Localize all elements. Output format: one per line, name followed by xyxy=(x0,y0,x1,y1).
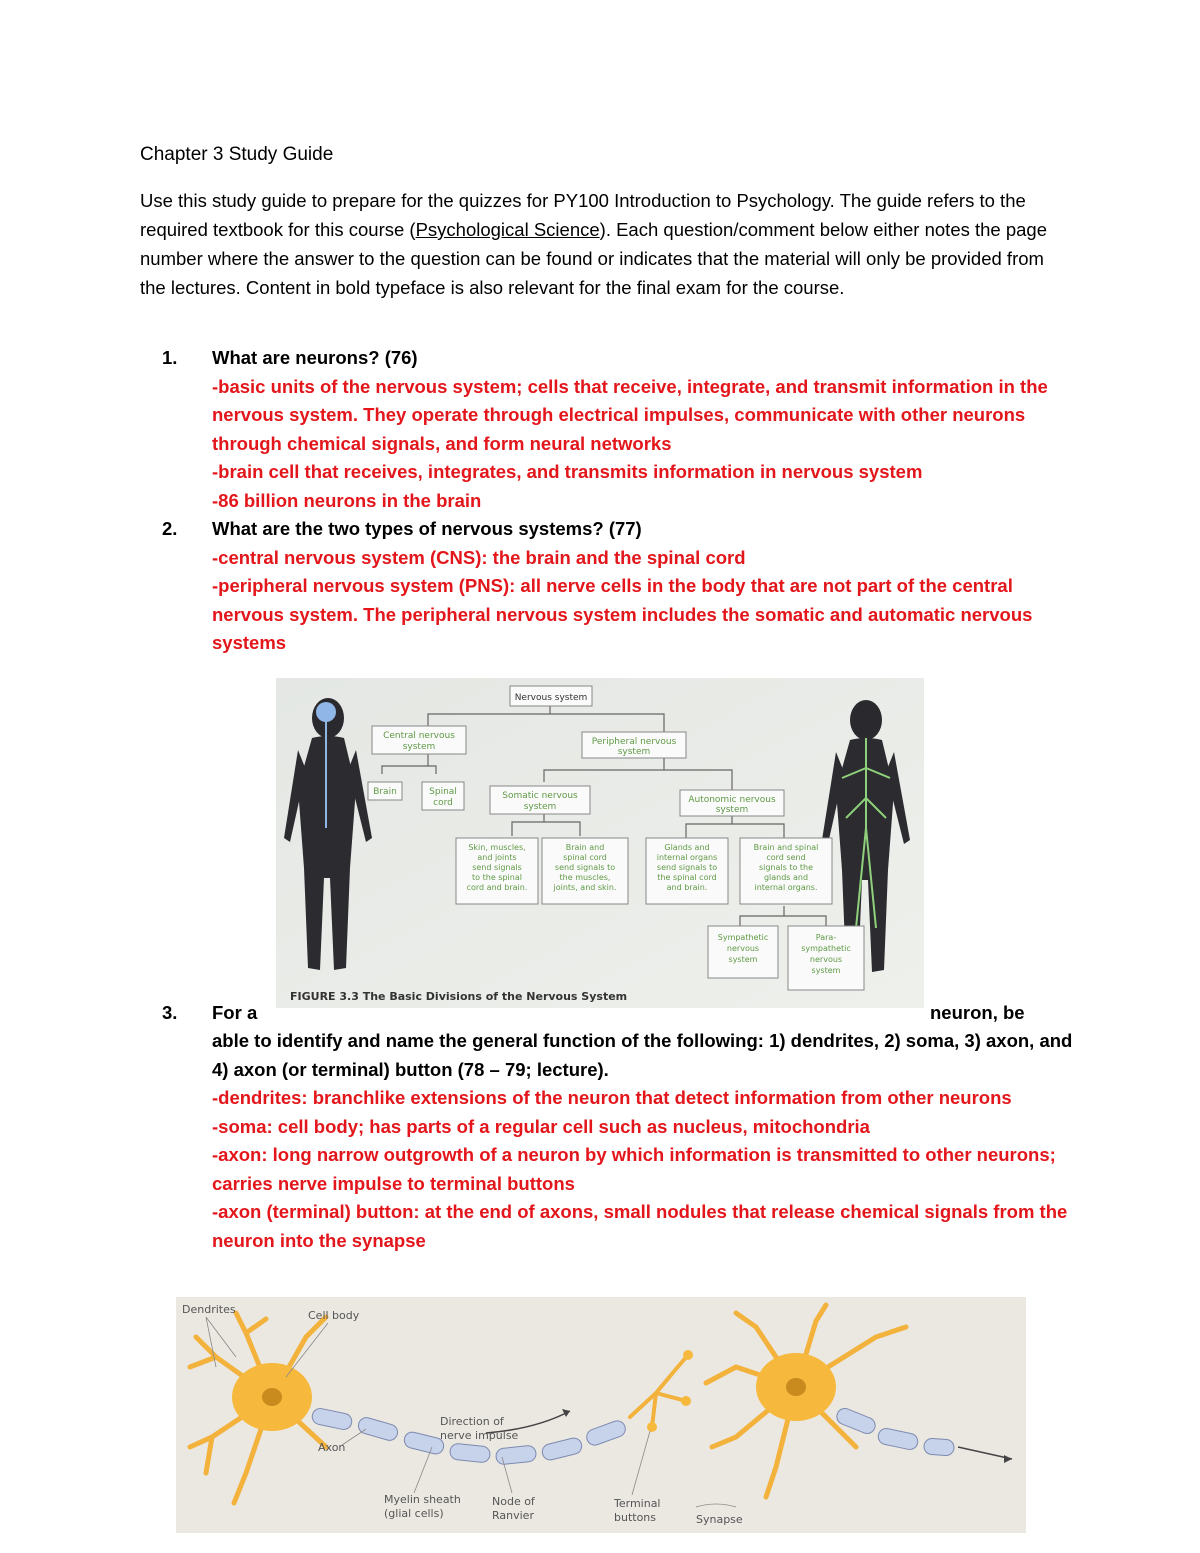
svg-text:joints, and skin.: joints, and skin. xyxy=(553,883,617,892)
svg-text:Brain and spinal: Brain and spinal xyxy=(753,843,819,852)
svg-text:internal organs.: internal organs. xyxy=(754,883,818,892)
svg-text:to the spinal: to the spinal xyxy=(472,873,522,882)
svg-text:spinal cord: spinal cord xyxy=(563,853,607,862)
svg-text:signals to the: signals to the xyxy=(758,863,814,872)
answer-line: -basic units of the nervous system; cells that receive, integrate, and transmit information in the nervous system. They operate through electrical impulses, communicate with other neurons through chemical signals, and form neural networks xyxy=(212,375,1048,454)
svg-text:Spinal: Spinal xyxy=(429,787,457,797)
svg-text:Glands and: Glands and xyxy=(664,843,710,852)
label-direction-2: nerve impulse xyxy=(440,1429,519,1442)
textbook-link[interactable]: Psychological Science xyxy=(415,219,600,240)
question-1 xyxy=(140,344,1070,515)
label-direction: Direction of xyxy=(440,1415,504,1428)
label-node: Node of xyxy=(492,1495,535,1508)
question-list xyxy=(140,344,1070,658)
question-number: 1. xyxy=(162,347,178,368)
nervous-system-figure xyxy=(276,678,924,1008)
svg-text:system: system xyxy=(617,747,651,757)
svg-text:Brain: Brain xyxy=(373,787,397,797)
svg-text:cord send: cord send xyxy=(766,853,806,862)
svg-text:send signals: send signals xyxy=(472,863,522,872)
label-cell-body: Cell body xyxy=(308,1309,360,1322)
intro-paragraph xyxy=(140,186,1060,302)
question-2 xyxy=(140,515,1070,658)
answer-line: -soma: cell body; has parts of a regular cell such as nucleus, mitochondria xyxy=(212,1115,870,1137)
svg-text:Somatic nervous: Somatic nervous xyxy=(502,791,578,801)
svg-text:nervous: nervous xyxy=(809,955,843,964)
answer-line: -dendrites: branchlike extensions of the neuron that detect information from other neurons xyxy=(212,1087,1012,1108)
node-central-nervous-system xyxy=(372,726,466,754)
node-brain-spinal-to-muscles xyxy=(542,838,628,904)
svg-text:Nervous system: Nervous system xyxy=(514,693,588,703)
svg-text:cord and brain.: cord and brain. xyxy=(466,883,528,892)
question-text: What are neurons? (76) xyxy=(212,347,418,368)
svg-text:Para-: Para- xyxy=(815,933,837,942)
svg-text:system: system xyxy=(523,802,557,812)
question-number: 3. xyxy=(162,1002,178,1023)
svg-text:and joints: and joints xyxy=(477,853,517,862)
svg-text:glands and: glands and xyxy=(763,873,809,882)
svg-text:Sympathetic: Sympathetic xyxy=(717,933,769,942)
svg-text:the spinal cord: the spinal cord xyxy=(657,873,717,882)
figure-caption: FIGURE 3.3 The Basic Divisions of the Nervous System xyxy=(290,990,628,1003)
svg-text:system: system xyxy=(715,805,749,815)
svg-text:Peripheral nervous: Peripheral nervous xyxy=(591,737,677,747)
node-brain-spinal-to-glands xyxy=(740,838,832,904)
svg-text:and brain.: and brain. xyxy=(666,883,708,892)
question-text: What are the two types of nervous systems? (77) xyxy=(212,518,642,539)
question-text-trail: neuron, be xyxy=(930,1002,1025,1023)
label-axon: Axon xyxy=(318,1441,346,1454)
label-myelin-2: (glial cells) xyxy=(384,1507,444,1520)
svg-text:nervous: nervous xyxy=(726,944,760,953)
label-dendrites: Dendrites xyxy=(182,1303,236,1316)
svg-text:Skin, muscles,: Skin, muscles, xyxy=(468,843,526,852)
svg-text:Autonomic nervous: Autonomic nervous xyxy=(688,795,776,805)
node-autonomic-nervous-system xyxy=(680,790,784,816)
nervous-system-diagram xyxy=(276,678,924,1008)
answer-line: -brain cell that receives, integrates, and transmits information in nervous system xyxy=(212,461,923,482)
svg-text:send signals to: send signals to xyxy=(656,863,718,872)
neuron-diagram xyxy=(176,1297,1026,1533)
neuron-figure xyxy=(176,1297,1026,1533)
node-sympathetic xyxy=(708,926,778,978)
svg-text:cord: cord xyxy=(433,798,453,808)
answer-line: -central nervous system (CNS): the brain and the spinal cord xyxy=(212,546,746,568)
answer-line: -peripheral nervous system (PNS): all nerve cells in the body that are not part of the central nervous system. The peripheral nervous system includes the somatic and automatic nervous systems xyxy=(212,575,1033,653)
node-skin-muscles xyxy=(456,838,538,904)
svg-text:system: system xyxy=(811,966,841,975)
answer-line: -86 billion neurons in the brain xyxy=(212,489,482,511)
svg-text:Brain and: Brain and xyxy=(565,843,605,852)
question-3-body xyxy=(212,1027,1082,1255)
label-myelin: Myelin sheath xyxy=(384,1493,461,1506)
node-somatic-nervous-system xyxy=(490,786,590,814)
label-terminal-2: buttons xyxy=(614,1511,657,1524)
answer-line: -axon: long narrow outgrowth of a neuron by which information is transmitted to other neurons; carries nerve impulse to terminal buttons xyxy=(212,1144,1056,1194)
intro-text-1: Use this study guide to prepare for the quizzes for PY100 Introduction to Psychology. The guide refers to the required textbook for this course ( xyxy=(140,190,1026,240)
svg-text:sympathetic: sympathetic xyxy=(801,944,851,953)
svg-text:send signals to: send signals to xyxy=(554,863,616,872)
svg-text:internal organs: internal organs xyxy=(656,853,718,862)
question-text: able to identify and name the general function of the following: 1) dendrites, 2) soma, 3) axon, and 4) axon (or terminal) button (78 – 79; lecture). xyxy=(212,1030,1073,1080)
intro-text-2: ). Each question/comment below either notes the page number where the answer to the question can be found or indicates that the material will only be provided from the lectures. Content in bold typeface is also relevant for the final exam for the course. xyxy=(140,219,1048,298)
question-number: 2. xyxy=(162,518,178,539)
svg-text:system: system xyxy=(728,955,758,964)
label-node-2: Ranvier xyxy=(492,1509,534,1522)
svg-text:Central nervous: Central nervous xyxy=(383,731,455,741)
node-spinal-cord xyxy=(422,782,464,810)
node-glands-organs xyxy=(646,838,728,904)
node-peripheral-nervous-system xyxy=(582,732,686,758)
answer-line: -axon (terminal) button: at the end of axons, small nodules that release chemical signals from the neuron into the synapse xyxy=(212,1201,1068,1251)
node-brain xyxy=(368,782,402,800)
node-nervous-system xyxy=(510,686,592,706)
svg-text:the muscles,: the muscles, xyxy=(559,873,611,882)
question-text-lead: For a xyxy=(212,1002,258,1023)
node-parasympathetic xyxy=(788,926,864,990)
label-synapse: Synapse xyxy=(696,1513,743,1526)
document-title: Chapter 3 Study Guide xyxy=(140,144,334,165)
svg-text:system: system xyxy=(402,742,436,752)
label-terminal: Terminal xyxy=(614,1497,661,1510)
